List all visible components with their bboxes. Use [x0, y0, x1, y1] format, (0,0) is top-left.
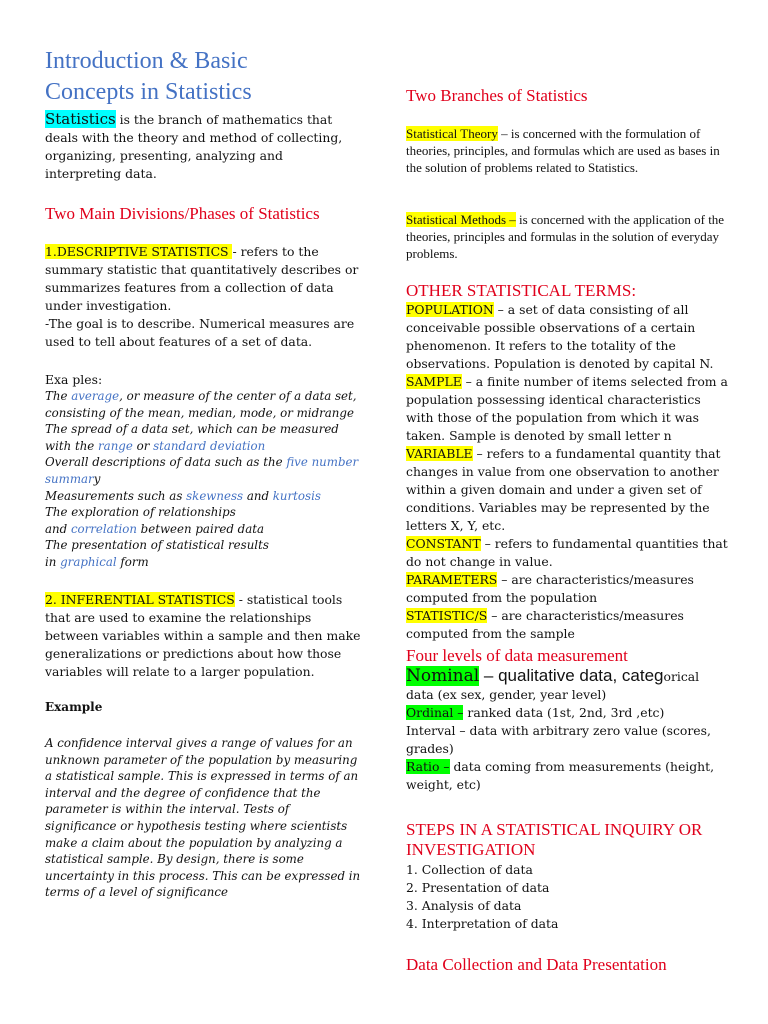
terms-heading: OTHER STATISTICAL TERMS:: [406, 281, 637, 300]
sample-label: SAMPLE: [406, 374, 462, 389]
example-five-number: [45, 454, 365, 487]
examples-list: [45, 388, 365, 571]
step-item: 3. Analysis of data: [406, 898, 522, 913]
term-sample: [406, 373, 728, 445]
ex4-pre: Measurements such as: [45, 488, 187, 503]
example-presentation: [45, 537, 365, 570]
step-item: 4. Interpretation of data: [406, 916, 559, 931]
example-spread: [45, 421, 365, 454]
descriptive-statistics-paragraph: [45, 243, 363, 351]
example-skewness: [45, 488, 365, 505]
nominal-text-2: orical data (ex sex, gender, year level): [406, 669, 700, 702]
statistical-theory-paragraph: [406, 125, 726, 176]
parameters-text: – are characteristics/measures computed from the population: [406, 572, 694, 605]
term-population: [406, 301, 728, 373]
step-item: 2. Presentation of data: [406, 880, 550, 895]
correlation-link[interactable]: correlation: [70, 521, 137, 536]
ex3-pre: Overall descriptions of data such as the: [45, 455, 287, 470]
levels-list: [406, 667, 728, 794]
constant-label: CONSTANT: [406, 536, 481, 551]
statistics-term: Statistics: [45, 110, 116, 128]
ex6-pre: in: [45, 554, 61, 569]
term-statistics: [406, 607, 728, 643]
variable-text: – refers to a fundamental quantity that changes in value from one observation to another within a given domain and under a given set of conditions. Variables may be represented by the letters X, Y, etc.: [406, 446, 721, 533]
theory-text: – is concerned with the formulation of theories, principles, and formulas which are used as bases in the solution of problems related to Statistics.: [406, 126, 720, 175]
ex6-line1: The presentation of statistical results: [45, 538, 269, 553]
descriptive-label: 1.DESCRIPTIVE STATISTICS: [45, 244, 233, 259]
example-average: [45, 388, 365, 421]
statistic-text: – are characteristics/measures computed from the sample: [406, 608, 684, 641]
constant-text: – refers to fundamental quantities that do not change in value.: [406, 536, 728, 569]
statistical-methods-paragraph: [406, 211, 726, 262]
example-relationships: [45, 504, 365, 537]
example-label: Example: [45, 700, 103, 714]
ordinal-text: ranked data (1st, 2nd, 3rd ,etc): [463, 705, 665, 720]
term-variable: [406, 445, 728, 535]
ex2-mid: or: [132, 438, 154, 453]
population-label: POPULATION: [406, 302, 494, 317]
theory-label: Statistical Theory: [406, 126, 498, 141]
steps-heading: STEPS IN A STATISTICAL INQUIRY OR INVESTIGATION: [406, 820, 703, 859]
terms-list: [406, 301, 728, 643]
example-text: A confidence interval gives a range of values for an unknown parameter of the population by measuring a statistical sample. This is expressed in terms of an interval and the degree of confidence that the parameter is within the interval. Tests of significance or hypothesis testing where scientists make a claim about the population by analyzing a statistical sample. By design, there is some uncertainty in this process. This can be expressed in terms of a level of significance: [45, 736, 361, 900]
collection-heading: Data Collection and Data Presentation: [406, 955, 667, 974]
ex6-post: form: [116, 554, 149, 569]
statistics-def-text: is the branch of mathematics that deals with the theory and method of collecting, organizing, presenting, analyzing and interpreting data.: [45, 112, 343, 181]
population-text: – a set of data consisting of all conceivable possible observations of a certain phenomenon. It refers to the totality of the observations. Population is denoted by capital N.: [406, 302, 714, 371]
ex1-pre: The: [45, 389, 72, 403]
graphical-link[interactable]: graphical: [60, 554, 117, 569]
ex4-mid: and: [243, 488, 273, 503]
ex3-post: y: [93, 471, 101, 486]
ratio-text: data coming from measurements (height, weight, etc): [406, 759, 715, 792]
ex1-post: , or measure of the center of a data set, consisting of the mean, median, mode, or midrange: [45, 389, 357, 420]
sample-text: – a finite number of items selected from a population possessing identical characteristics with those of the population from which it was taken. Sample is denoted by small letter n: [406, 374, 728, 443]
branches-heading: Two Branches of Statistics: [406, 86, 588, 105]
statistic-label: STATISTIC/S: [406, 608, 488, 623]
nominal-label: Nominal: [406, 666, 480, 686]
step-item: 1. Collection of data: [406, 862, 533, 877]
inferential-label: 2. INFERENTIAL STATISTICS: [45, 592, 235, 607]
examples-label: Exa ples:: [45, 372, 103, 387]
variable-label: VARIABLE: [406, 446, 473, 461]
skewness-link[interactable]: skewness: [186, 488, 244, 503]
title-line-1: Introduction & Basic: [45, 48, 248, 74]
steps-list: [406, 861, 558, 933]
level-ordinal: [406, 704, 728, 722]
ex5-pre: and: [45, 521, 71, 536]
level-ratio: [406, 758, 728, 794]
page-title: [45, 46, 252, 108]
ordinal-label: Ordinal –: [406, 705, 464, 720]
standard-deviation-link[interactable]: standard deviation: [153, 438, 266, 453]
five-number-summary-link[interactable]: five number summar: [45, 455, 359, 486]
ex5-line1: The exploration of relationships: [45, 505, 236, 520]
levels-heading: Four levels of data measurement: [406, 646, 628, 665]
average-link[interactable]: average: [71, 389, 120, 403]
divisions-heading: Two Main Divisions/Phases of Statistics: [45, 204, 320, 223]
descriptive-text: - refers to the summary statistic that quantitatively describes or summarizes features from a collection of data under investigation.: [45, 244, 359, 313]
term-parameters: [406, 571, 728, 607]
ex5-post: between paired data: [136, 521, 265, 536]
nominal-text: – qualitative data, categ: [479, 666, 664, 685]
ex2-pre: The spread of a data set, which can be measured with the: [45, 422, 339, 453]
methods-label: Statistical Methods –: [406, 212, 516, 227]
level-nominal: [406, 667, 728, 704]
statistics-definition: [45, 110, 363, 183]
inferential-statistics-paragraph: [45, 591, 363, 681]
range-link[interactable]: range: [98, 438, 133, 453]
term-constant: [406, 535, 728, 571]
level-interval: Interval – data with arbitrary zero value (scores, grades): [406, 723, 711, 756]
descriptive-goal: -The goal is to describe. Numerical measures are used to tell about features of a set of data.: [45, 316, 355, 349]
inferential-text: - statistical tools that are used to examine the relationships between variables within a sample and then make generalizations or predictions about how those variables will relate to a larger population.: [45, 592, 361, 679]
kurtosis-link[interactable]: kurtosis: [272, 488, 321, 503]
methods-text: is concerned with the application of the theories, principles and formulas in the solution of everyday problems.: [406, 212, 725, 261]
ratio-label: Ratio –: [406, 759, 450, 774]
title-line-2: Concepts in Statistics: [45, 79, 252, 105]
parameters-label: PARAMETERS: [406, 572, 498, 587]
